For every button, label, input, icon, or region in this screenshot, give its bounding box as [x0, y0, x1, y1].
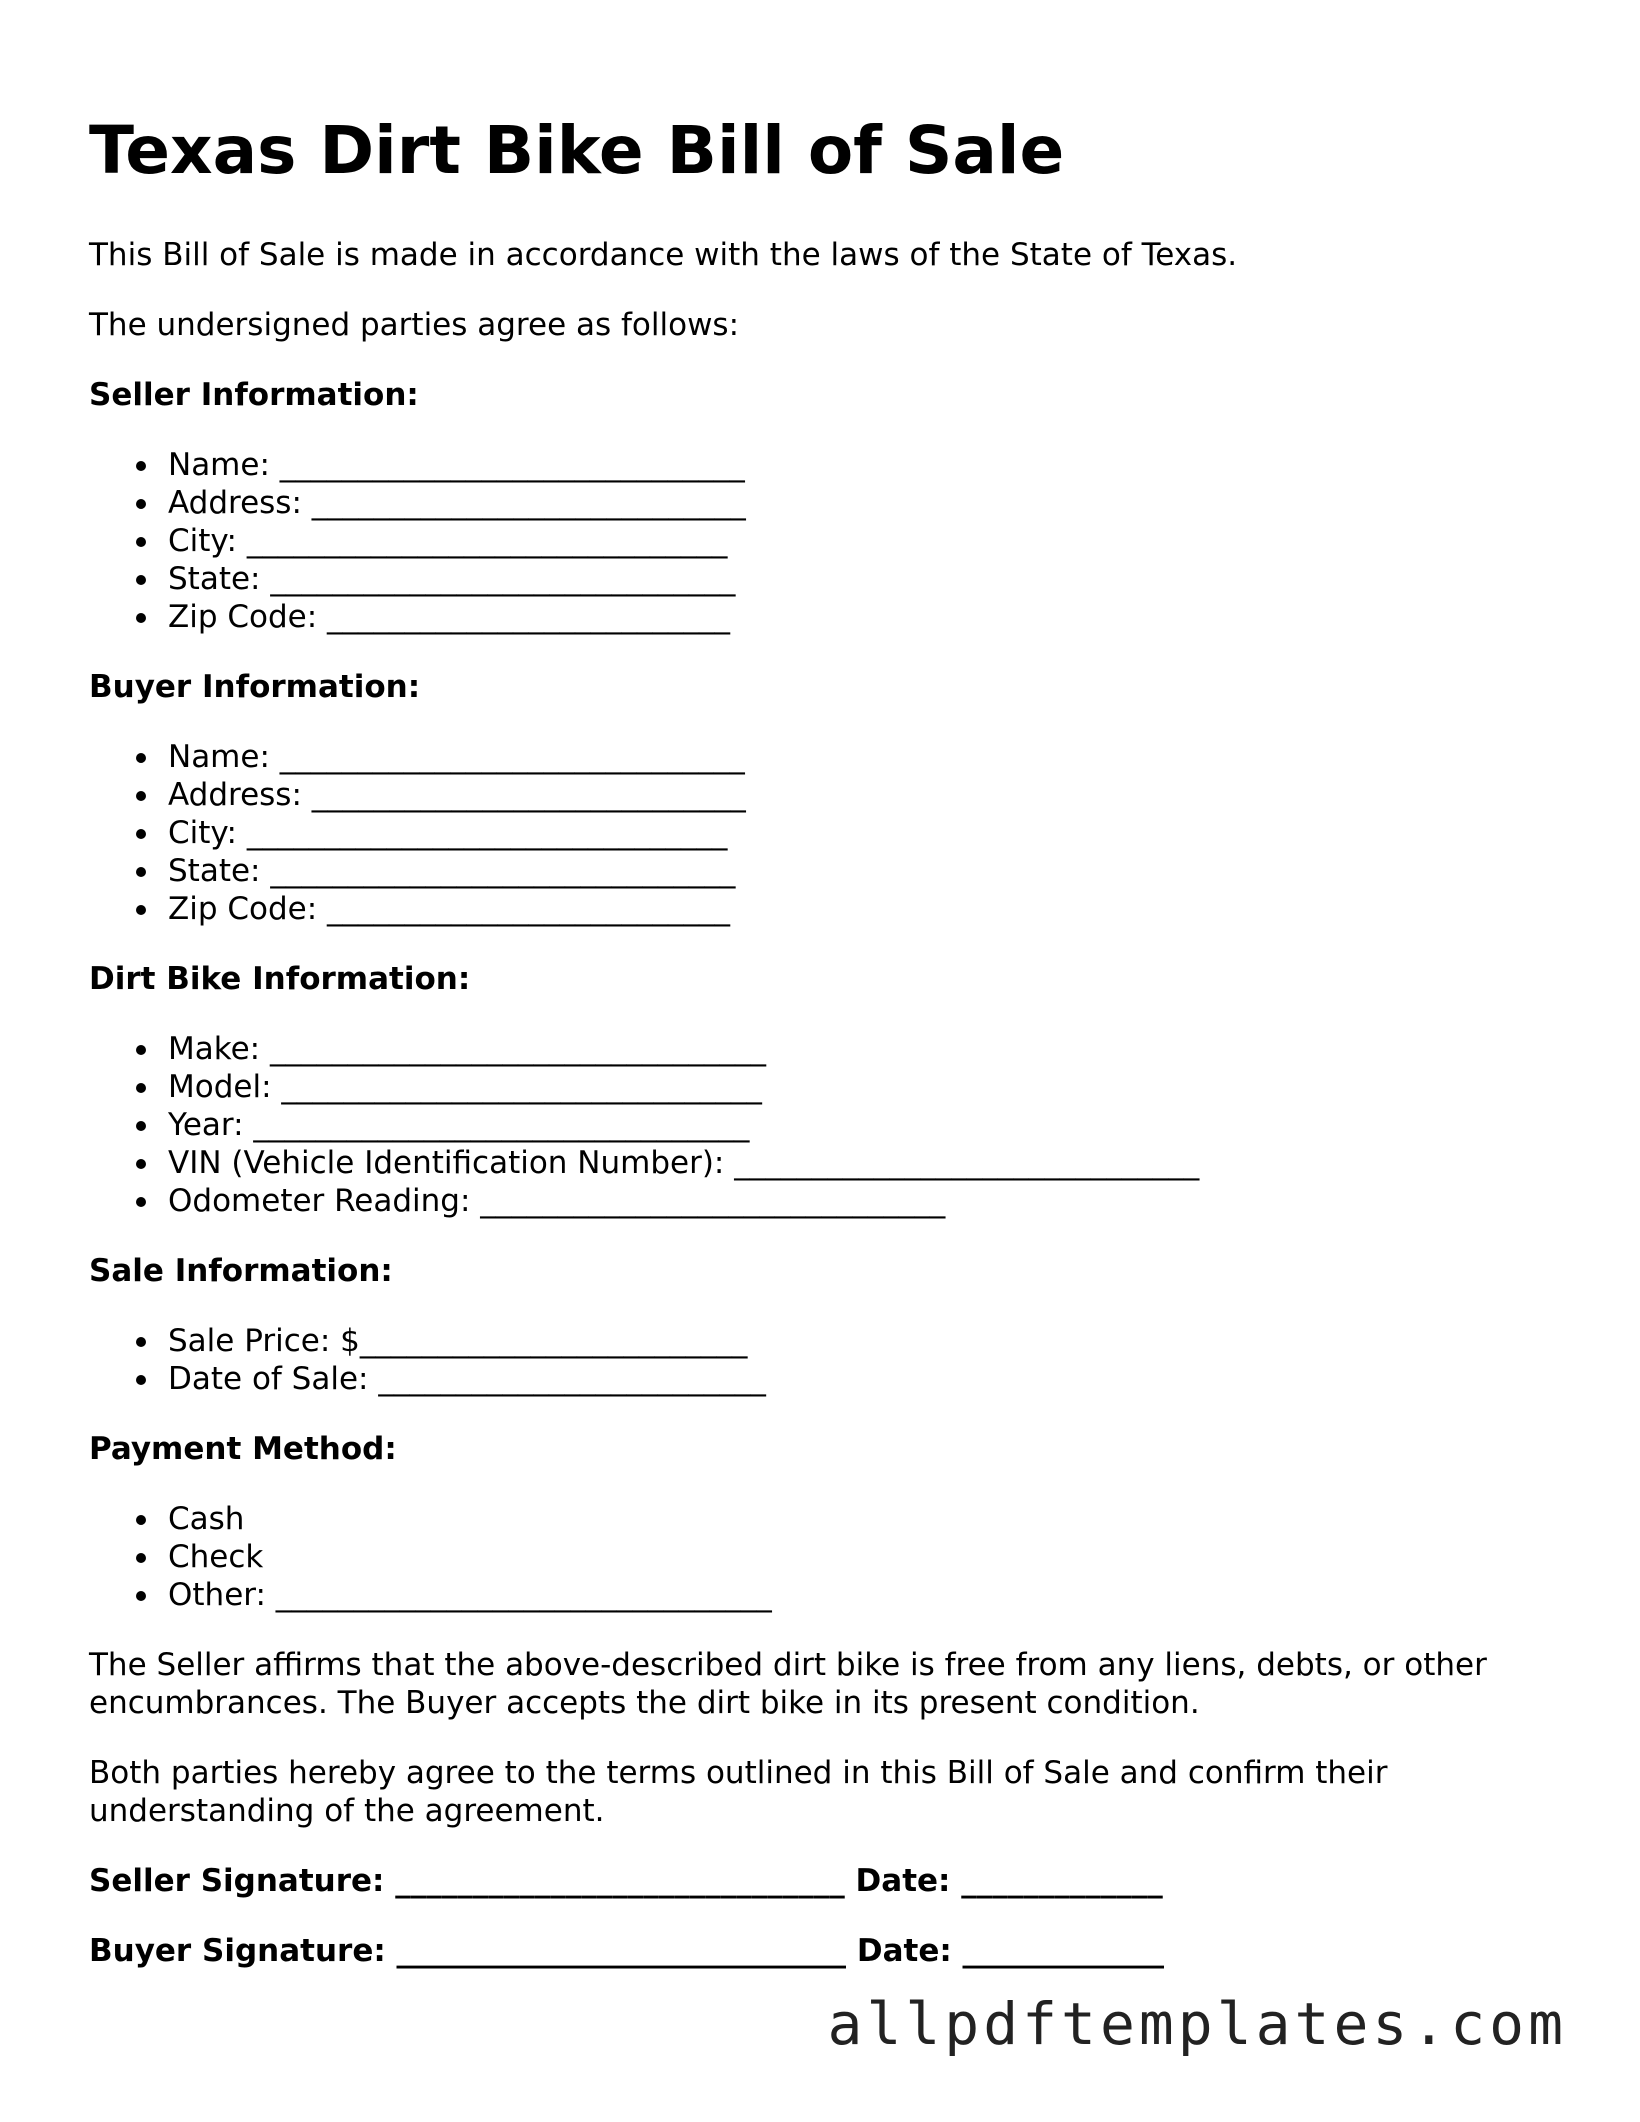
field-blank[interactable]: _______________________________ [281, 1069, 762, 1105]
agreement-paragraph: Both parties hereby agree to the terms outlined in this Bill of Sale and confirm their understanding of the agreement. [89, 1755, 1388, 1829]
payment-options [89, 1500, 1559, 1614]
watermark: allpdftemplates.com [827, 1990, 1567, 2058]
buyer-fields [89, 738, 1559, 928]
field-label: Name: [168, 447, 270, 483]
intro-paragraph: This Bill of Sale is made in accordance with the laws of the State of Texas. [89, 237, 1238, 273]
payment-heading: Payment Method: [89, 1431, 397, 1467]
buyer-zip-field[interactable] [168, 890, 1559, 928]
signature-label: Seller Signature: [89, 1863, 385, 1899]
field-blank[interactable]: _________________________ [378, 1361, 766, 1397]
date-blank[interactable]: _____________ [961, 1863, 1163, 1899]
seller-state-field[interactable] [168, 560, 1559, 598]
bike-vin-field[interactable] [168, 1144, 1559, 1182]
field-blank[interactable]: ________________________________ [253, 1107, 750, 1143]
signature-blank[interactable]: _____________________________ [396, 1933, 847, 1969]
field-label: Make: [168, 1031, 261, 1067]
field-label: State: [168, 561, 261, 597]
document-body [89, 236, 1559, 2002]
field-blank[interactable]: ____________________________ [311, 777, 746, 813]
field-blank[interactable]: ______________________________ [279, 447, 745, 483]
field-label: Name: [168, 739, 270, 775]
field-blank[interactable]: _______________________________ [246, 523, 728, 559]
buyer-heading: Buyer Information: [89, 669, 421, 705]
field-label: Sale Price: $ [168, 1323, 360, 1359]
bike-model-field[interactable] [168, 1068, 1559, 1106]
field-blank[interactable]: __________________________ [327, 599, 731, 635]
field-label: VIN (Vehicle Identification Number): [168, 1145, 725, 1181]
field-blank[interactable]: ____________________________ [311, 485, 746, 521]
field-blank[interactable]: ______________________________ [279, 739, 745, 775]
seller-address-field[interactable] [168, 484, 1559, 522]
field-label: Date of Sale: [168, 1361, 369, 1397]
document-title: Texas Dirt Bike Bill of Sale [89, 112, 1065, 189]
field-blank[interactable]: ______________________________ [734, 1145, 1200, 1181]
seller-heading: Seller Information: [89, 377, 419, 413]
signature-label: Buyer Signature: [89, 1933, 386, 1969]
seller-fields [89, 446, 1559, 636]
sale-date-field[interactable] [168, 1360, 1559, 1398]
seller-zip-field[interactable] [168, 598, 1559, 636]
sale-fields [89, 1322, 1559, 1398]
affirmation-paragraph: The Seller affirms that the above-described dirt bike is free from any liens, debts, or other encumbrances. The Buyer accepts the dirt bike in its present condition. [89, 1647, 1487, 1721]
bike-fields [89, 1030, 1559, 1220]
field-label: Address: [168, 485, 302, 521]
date-label: Date: [856, 1933, 952, 1969]
field-blank[interactable]: _________________________ [359, 1323, 748, 1359]
seller-name-field[interactable] [168, 446, 1559, 484]
buyer-state-field[interactable] [168, 852, 1559, 890]
field-blank[interactable]: _______________________________ [246, 815, 728, 851]
field-label: Odometer Reading: [168, 1183, 471, 1219]
sale-heading: Sale Information: [89, 1253, 393, 1289]
payment-option-check[interactable] [168, 1538, 1559, 1576]
buyer-city-field[interactable] [168, 814, 1559, 852]
option-label: Check [168, 1539, 264, 1575]
field-label: Model: [168, 1069, 272, 1105]
sale-price-field[interactable] [168, 1322, 1559, 1360]
option-label: Other: [168, 1577, 266, 1613]
field-label: City: [168, 523, 237, 559]
field-label: Zip Code: [168, 891, 318, 927]
bike-make-field[interactable] [168, 1030, 1559, 1068]
payment-option-cash[interactable] [168, 1500, 1559, 1538]
field-blank[interactable]: __________________________ [327, 891, 731, 927]
buyer-name-field[interactable] [168, 738, 1559, 776]
date-blank[interactable]: _____________ [962, 1933, 1165, 1969]
bike-heading: Dirt Bike Information: [89, 961, 471, 997]
buyer-signature-line[interactable] [89, 1932, 1559, 1970]
intro-agreement: The undersigned parties agree as follows: [89, 307, 740, 343]
field-blank[interactable]: ______________________________ [480, 1183, 946, 1219]
field-blank[interactable]: ________________________________ [269, 1031, 766, 1067]
buyer-address-field[interactable] [168, 776, 1559, 814]
bike-odometer-field[interactable] [168, 1182, 1559, 1220]
field-label: State: [168, 853, 261, 889]
signature-blank[interactable]: _____________________________ [395, 1863, 845, 1899]
field-label: Year: [168, 1107, 244, 1143]
seller-signature-line[interactable] [89, 1862, 1559, 1900]
field-blank[interactable]: ______________________________ [270, 561, 736, 597]
payment-option-other[interactable] [168, 1576, 1559, 1614]
field-label: Zip Code: [168, 599, 318, 635]
field-label: City: [168, 815, 237, 851]
field-blank[interactable]: ________________________________ [275, 1577, 772, 1613]
field-blank[interactable]: ______________________________ [270, 853, 736, 889]
seller-city-field[interactable] [168, 522, 1559, 560]
bike-year-field[interactable] [168, 1106, 1559, 1144]
date-label: Date: [855, 1863, 951, 1899]
option-label: Cash [168, 1501, 245, 1537]
field-label: Address: [168, 777, 302, 813]
